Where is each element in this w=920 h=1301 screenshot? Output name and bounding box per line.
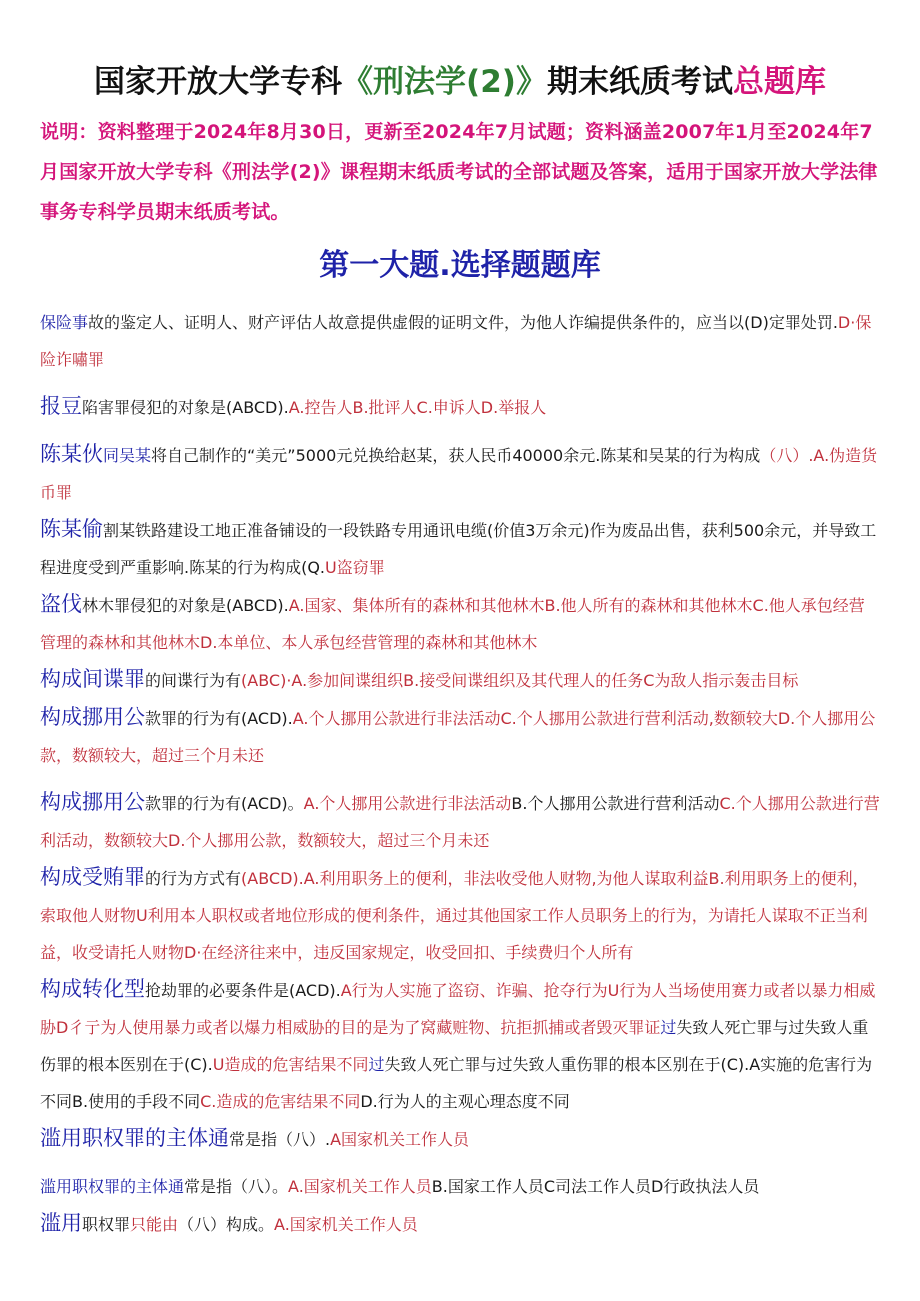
question-body: 陷害罪侵犯的对象是(ABCD). xyxy=(82,398,289,417)
question-item xyxy=(40,1168,880,1205)
question-item xyxy=(40,1120,880,1158)
question-answer: A.个人挪用公款进行非法活动C.个人挪用公款进行营利活动,数额较大D.个人挪用公款，数额较大，超过三个月未还 xyxy=(40,709,876,765)
question-answer: A行为人实施了盗窃、诈骗、抢夺行为U行为人当场使用赛力或者以暴力相威胁D彳亍为人使用暴力或者以爆力相威胁的目的是为了窝藏赃物、抗拒抓捕或者毁灭罪证 xyxy=(40,981,876,1037)
question-item xyxy=(40,971,880,1120)
question-lead: 报豆 xyxy=(40,394,82,418)
question-answer-2: U造成的危害结果不同 xyxy=(212,1055,369,1074)
question-lead: 陈某伙 xyxy=(40,442,103,466)
question-answer: A.控告人B.批评人C.申诉人D.举报人 xyxy=(288,398,547,417)
question-item xyxy=(40,511,880,586)
section-title: 第一大题.选择题题库 xyxy=(319,248,601,283)
question-item xyxy=(40,586,880,661)
question-answer: (ABC)·A.参加间谍组织B.接受间谍组织及其代理人的任务C为敌人指示轰击目标 xyxy=(241,671,799,690)
question-body-2: 失致人死亡罪与过失致人重伤罪的根本医别在于(C). xyxy=(40,1018,869,1074)
question-item xyxy=(40,784,880,859)
question-item xyxy=(40,1205,880,1243)
title-part-school: 国家开放大学专科 xyxy=(94,64,343,100)
question-answer: A国家机关工作人员 xyxy=(330,1130,470,1149)
question-lead: 构成受贿罪 xyxy=(40,865,145,889)
page-title xyxy=(40,60,880,104)
question-lead: 滥用职权罪的主体通 xyxy=(40,1126,229,1150)
question-option-b: B.个人挪用公款进行营利活动 xyxy=(511,794,720,813)
title-part-exam: 期末纸质考试 xyxy=(546,64,733,100)
question-lead-extra: 同吴某 xyxy=(103,446,152,465)
question-answer: (ABCD).A.利用职务上的便利，非法收受他人财物,为他人谋取利益B.利用职务上的便利，索取他人财物U利用本人职权或者地位形成的便利条件，通过其他国家工作人员职务上的行为，为请托人谋取不正当利益，收受请托人财物D·在经济往来中，违反国家规定，收受回扣、手续费归个人所有 xyxy=(40,869,869,962)
title-part-course: 《刑法学(2)》 xyxy=(342,64,547,100)
question-item xyxy=(40,388,880,426)
intro-note: 说明：资料整理于2024年8月30日，更新至2024年7月试题；资料涵盖2007年1月至2024年7月国家开放大学专科《刑法学(2)》课程期末纸质考试的全部试题及答案，适用于国家开放大学法律事务专科学员期末纸质考试。 xyxy=(40,121,878,223)
question-body: 故的鉴定人、证明人、财产评估人故意提供虚假的证明文件，为他人诈编提供条件的，应当以(D)定罪处罚. xyxy=(88,313,838,332)
question-answer: A.国家机关工作人员 xyxy=(288,1177,432,1196)
question-answer: D·保险诈嘯罪 xyxy=(40,313,872,369)
question-lead: 构成挪用公 xyxy=(40,705,145,729)
question-item xyxy=(40,304,880,378)
question-item xyxy=(40,436,880,511)
question-body: 职权罪 xyxy=(82,1215,131,1234)
question-answer: U盗窃罪 xyxy=(325,558,385,577)
question-body: 林木罪侵犯的对象是(ABCD). xyxy=(82,596,289,615)
question-body: 款罪的行为有(ACD)。 xyxy=(145,794,304,813)
question-body: 将自己制作的“美元”5000元兑换给赵某，获人民币40000余元.陈某和吴某的行为构成 xyxy=(151,446,761,465)
title-part-bank: 总题库 xyxy=(732,64,826,100)
question-option-d: D.行为人的主观心理态度不同 xyxy=(360,1092,570,1111)
question-lead: 构成挪用公 xyxy=(40,790,145,814)
question-answer-3: C.造成的危害结果不同 xyxy=(200,1092,361,1111)
question-answer: A.国家机关工作人员 xyxy=(274,1215,418,1234)
question-body: 的行为方式有 xyxy=(145,869,242,888)
question-body: 款罪的行为有(ACD). xyxy=(145,709,293,728)
question-body: 抢劫罪的必要条件是(ACD). xyxy=(145,981,341,1000)
question-lead: 构成间谍罪 xyxy=(40,667,145,691)
question-item xyxy=(40,661,880,699)
question-lead-2: 过 xyxy=(660,1018,677,1037)
question-body: 割某铁路建设工地正准备铺设的一段铁路专用通讯电缆(价值3万余元)作为废品出售，获利500余元，并导致工程进度受到严重影响.陈某的行为构成(Q. xyxy=(40,521,877,577)
question-answer: C.个人挪用公款进行营利活动，数额较大D.个人挪用公款，数额较大，超过三个月未还 xyxy=(40,794,880,850)
question-lead: 构成转化型 xyxy=(40,977,145,1001)
question-lead: 保险事 xyxy=(40,313,89,332)
question-lead: 滥用职权罪的主体通 xyxy=(40,1177,185,1196)
question-item xyxy=(40,699,880,774)
question-lead-3: 过 xyxy=(368,1055,385,1074)
question-emphasis: 只能由 xyxy=(130,1215,179,1234)
question-answer: A.国家、集体所有的森林和其他林木B.他人所有的森林和其他林木C.他人承包经营管理的森林和其他林木D.本单位、本人承包经营管理的森林和其他林木 xyxy=(40,596,865,652)
question-body: 的间谍行为有 xyxy=(145,671,242,690)
question-body: 常是指（八）。 xyxy=(184,1177,289,1196)
question-body-2: （八）构成。 xyxy=(178,1215,275,1234)
question-lead: 盗伐 xyxy=(40,592,82,616)
question-item xyxy=(40,859,880,971)
question-answer-a: A.个人挪用公款进行非法活动 xyxy=(303,794,512,813)
question-answer: （八）.A.伪造货币罪 xyxy=(40,446,878,502)
question-options: B.国家工作人员C司法工作人员D行政执法人员 xyxy=(431,1177,760,1196)
question-body-3: 失致人死亡罪与过失致人重伤罪的根本区别在于(C).A实施的危害行为不同B.使用的手段不同 xyxy=(40,1055,873,1111)
question-lead: 滥用 xyxy=(40,1211,82,1235)
question-lead: 陈某偷 xyxy=(40,517,103,541)
question-body: 常是指（八）. xyxy=(229,1130,331,1149)
